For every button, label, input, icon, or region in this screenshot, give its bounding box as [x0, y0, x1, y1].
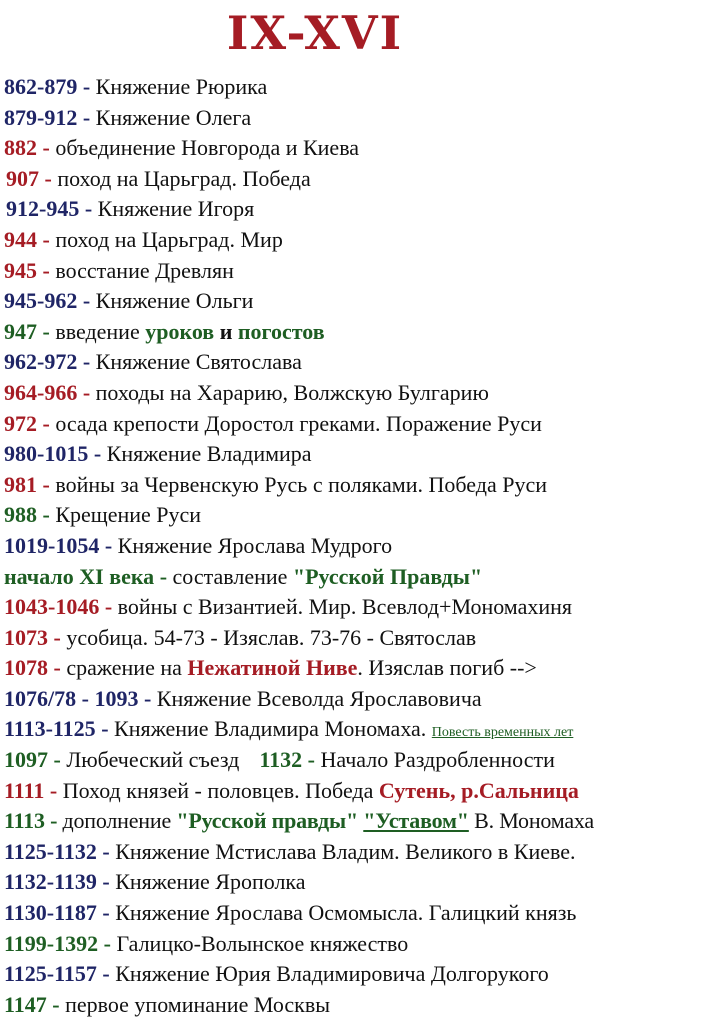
year-label: 1111	[4, 777, 45, 803]
list-item: 981 - войны за Червенскую Русь с поляками. Победа Руси	[4, 471, 547, 497]
list-item: 944 - поход на Царьград. Мир	[4, 226, 283, 252]
event-text: Княжение Святослава	[95, 349, 302, 375]
term-highlight: "Уставом"	[363, 808, 469, 834]
year-label: 981	[4, 471, 37, 497]
list-item: 1097 - Любеческий съезд 1132 - Начало Раздробленности	[4, 747, 555, 773]
event-text: походы на Харарию, Волжскую Булгарию	[95, 379, 489, 405]
year-label: 972	[4, 410, 37, 436]
year-label: 1073	[4, 624, 48, 650]
year-label: 944	[4, 226, 37, 252]
year-label: 945-962	[4, 288, 78, 314]
year-label: 1130-1187	[4, 900, 97, 926]
list-item: 1147 - первое упоминание Москвы	[4, 991, 331, 1017]
year-label: 1097	[4, 747, 48, 773]
event-text: Галицко-Волынское княжество	[116, 930, 409, 956]
list-item: 1019-1054 - Княжение Ярослава Мудрого	[4, 532, 393, 558]
event-text: Княжение Владимира	[106, 441, 312, 467]
year-label: 1199-1392	[4, 930, 99, 956]
list-item: 1125-1132 - Княжение Мстислава Владим. Великого в Киеве.	[4, 838, 576, 864]
list-item: начало XI века - составление "Русской Правды"	[4, 563, 483, 589]
list-item: 964-966 - походы на Харарию, Волжскую Булгарию	[4, 379, 489, 405]
year-label: 1076/78 - 1093	[4, 685, 139, 711]
list-item: 962-972 - Княжение Святослава	[4, 349, 302, 375]
event-text: объединение Новгорода и Киева	[55, 135, 360, 161]
event-text: осада крепости Доростол греками. Поражение Руси	[55, 410, 542, 436]
chronicle-link[interactable]: Повесть временных лет	[431, 725, 574, 741]
list-item: 947 - введение уроков и погостов	[4, 318, 325, 344]
year-label: 1113	[4, 808, 45, 834]
event-text: поход на Царьград. Мир	[55, 226, 283, 252]
list-item: 945 - восстание Древлян	[4, 257, 234, 283]
year-label: начало XI века	[4, 563, 155, 589]
year-label: 882	[4, 135, 37, 161]
list-item: 1130-1187 - Княжение Ярослава Осмомысла. Галицкий князь	[4, 900, 577, 926]
year-label: 947	[4, 318, 37, 344]
list-item: 1043-1046 - войны с Византией. Мир. Всевлод+Мономахиня	[4, 594, 573, 620]
list-item: 882 - объединение Новгорода и Киева	[4, 135, 360, 161]
year-label: 1078	[4, 655, 48, 681]
term-highlight: Нежатиной Ниве	[187, 655, 358, 681]
event-text: Начало Раздробленности	[320, 747, 555, 773]
year-label: 945	[4, 257, 37, 283]
year-label: 988	[4, 502, 37, 528]
year-label: 912-945	[6, 196, 80, 222]
list-item: 1113-1125 - Княжение Владимира Мономаха. Повесть временных лет	[4, 716, 574, 742]
event-text: введение	[55, 318, 146, 344]
event-text: усобица. 54-73 - Изяслав. 73-76 - Святослав	[66, 624, 477, 650]
event-text: войны за Червенскую Русь с поляками. Победа Руси	[55, 471, 547, 497]
event-text: дополнение	[62, 808, 177, 834]
list-item: 912-945 - Княжение Игоря	[6, 196, 255, 222]
event-text: Княжение Ярослава Осмомысла. Галицкий князь	[115, 900, 577, 926]
list-item: 907 - поход на Царьград. Победа	[6, 165, 311, 191]
list-item: 862-879 - Княжение Рюрика	[4, 74, 268, 99]
year-label: 964-966	[4, 379, 78, 405]
term-highlight: Сутень, р.Сальница	[378, 777, 579, 803]
event-text: восстание Древлян	[55, 257, 234, 283]
list-item: 945-962 - Княжение Ольги	[4, 288, 254, 314]
page-title: IX-XVI	[226, 6, 404, 60]
list-item: 1076/78 - 1093 - Княжение Всеволда Ярославовича	[4, 685, 482, 711]
year-label: 1125-1157	[4, 961, 97, 987]
event-text: Княжение Олега	[95, 104, 252, 130]
event-text: сражение на	[66, 655, 188, 681]
year-label: 980-1015	[4, 441, 89, 467]
event-text: Княжение Ярополка	[115, 869, 306, 895]
year-label: 862-879	[4, 74, 78, 99]
event-text: Крещение Руси	[55, 502, 202, 528]
event-text: Княжение Всеволда Ярославовича	[156, 685, 482, 711]
year-label: 1147	[4, 991, 47, 1017]
year-label: 962-972	[4, 349, 78, 375]
year-label: 1043-1046	[4, 594, 100, 620]
event-text: Любеческий съезд	[66, 747, 240, 773]
event-text: первое упоминание Москвы	[65, 991, 331, 1017]
event-text: Княжение Рюрика	[95, 74, 268, 99]
list-item: 972 - осада крепости Доростол греками. Поражение Руси	[4, 410, 542, 436]
list-item: 879-912 - Княжение Олега	[4, 104, 252, 130]
event-text: поход на Царьград. Победа	[57, 165, 311, 191]
list-item: 1113 - дополнение "Русской правды" "Уставом" В. Мономаха	[4, 808, 594, 834]
event-text: Княжение Мстислава Владим. Великого в Киеве.	[115, 838, 576, 864]
event-text: Поход князей - половцев. Победа	[62, 777, 379, 803]
year-label: 1113-1125	[4, 716, 96, 742]
year-label: 1132	[259, 747, 303, 773]
list-item: 988 - Крещение Руси	[4, 502, 202, 528]
list-item: 1199-1392 - Галицко-Волынское княжество	[4, 930, 409, 956]
term-highlight: "Русской правды"	[176, 808, 358, 834]
event-text: Княжение Юрия Владимировича Долгорукого	[115, 961, 549, 987]
list-item: 1111 - Поход князей - половцев. Победа Сутень, р.Сальница	[4, 777, 579, 803]
event-text: Княжение Ольги	[95, 288, 254, 314]
year-label: 1132-1139	[4, 869, 97, 895]
list-item: 1125-1157 - Княжение Юрия Владимировича Долгорукого	[4, 961, 549, 987]
year-label: 1125-1132	[4, 838, 97, 864]
year-label: 879-912	[4, 104, 78, 130]
list-item: 980-1015 - Княжение Владимира	[4, 441, 312, 467]
list-item: 1073 - усобица. 54-73 - Изяслав. 73-76 - Святослав	[4, 624, 477, 650]
list-item: 1078 - сражение на Нежатиной Ниве. Изяслав погиб -->	[4, 655, 537, 681]
event-text: Княжение Ярослава Мудрого	[117, 532, 393, 558]
term-highlight: погостов	[237, 318, 325, 344]
term-highlight: "Русской Правды"	[292, 563, 483, 589]
event-text: войны с Византией. Мир. Всевлод+Мономахиня	[117, 594, 573, 620]
term-highlight: уроков	[145, 318, 215, 344]
list-item: 1132-1139 - Княжение Ярополка	[4, 869, 306, 895]
year-label: 1019-1054	[4, 532, 100, 558]
event-text: Княжение Владимира Мономаха.	[114, 716, 432, 742]
event-text: составление	[172, 563, 293, 589]
year-label: 907	[6, 165, 39, 191]
timeline-list	[4, 72, 724, 1020]
event-text: Княжение Игоря	[97, 196, 255, 222]
